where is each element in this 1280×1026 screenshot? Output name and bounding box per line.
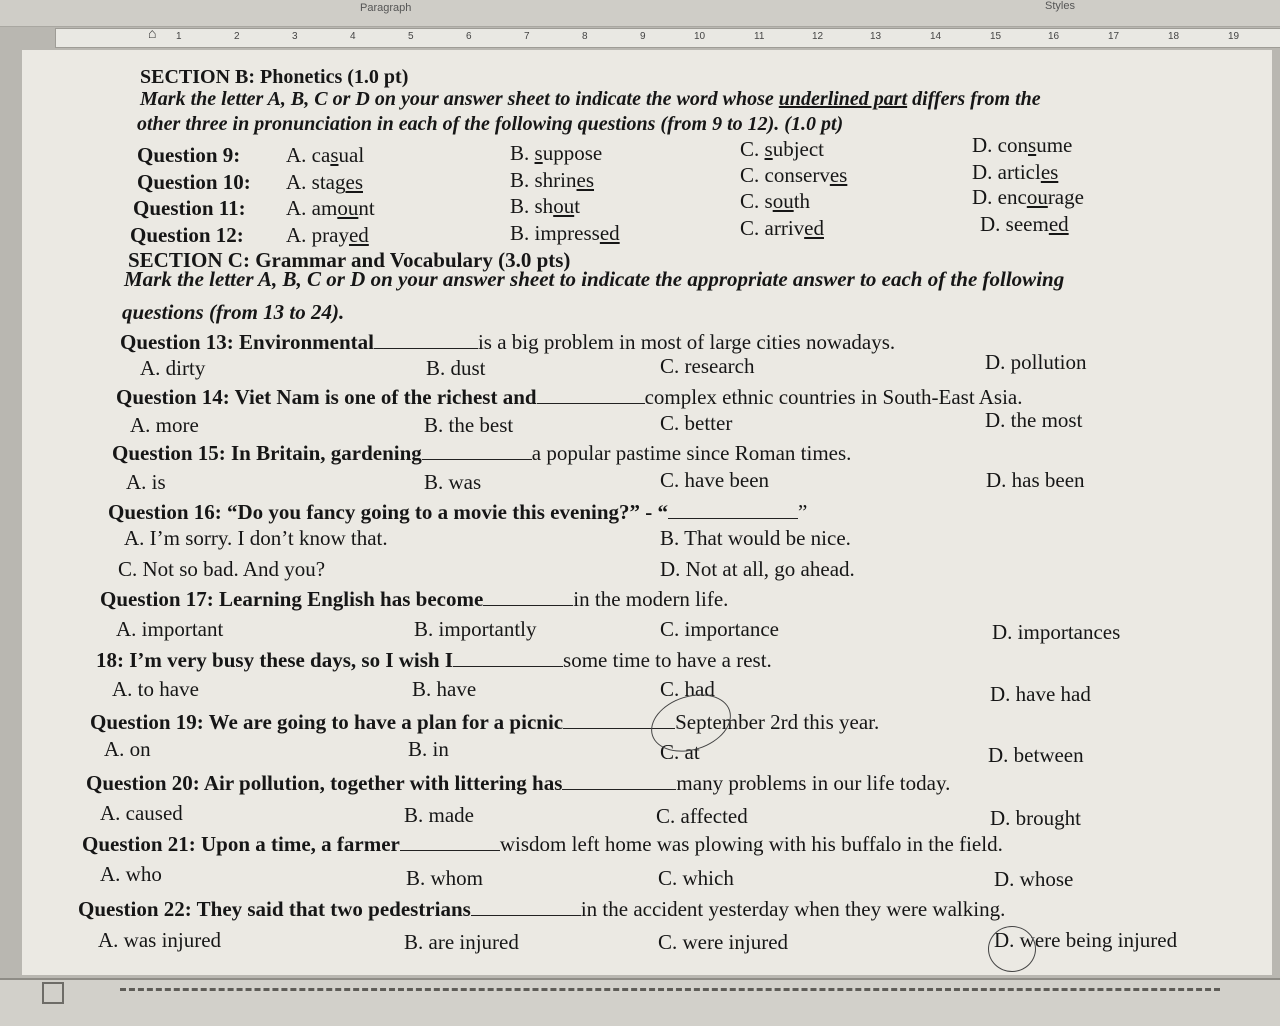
- question-label: Question 12:: [130, 223, 244, 247]
- instruction-text: Mark the letter A, B, C or D on your answer sheet to indicate the word whose: [140, 88, 779, 110]
- section-c-title: SECTION C: Grammar and Vocabulary (3.0 pts): [128, 248, 571, 272]
- ruler-tick: 7: [524, 31, 530, 42]
- option-b: B. That would be nice.: [660, 526, 851, 550]
- option-c: C. subject: [740, 137, 825, 161]
- option-c: C. better: [660, 411, 733, 435]
- option-d: D. articles: [972, 160, 1059, 184]
- question-18: 18: I’m very busy these days, so I wish I some time to have a rest.: [96, 648, 772, 672]
- option-d: D. were being injured: [994, 928, 1178, 952]
- ruler-tick: 1: [176, 31, 182, 42]
- question-label: Question 11:: [133, 196, 246, 220]
- styles-group-label: Styles: [1045, 0, 1075, 12]
- option-a: A. to have: [112, 677, 199, 701]
- horizontal-ruler[interactable]: [55, 25, 1280, 48]
- option-a: A. who: [100, 862, 162, 886]
- option-b: B. impressed: [510, 221, 620, 245]
- option-a: A. on: [104, 737, 151, 761]
- option-c: C. research: [660, 354, 755, 378]
- option-c: C. which: [658, 866, 734, 890]
- ruler-tick: 19: [1228, 31, 1240, 42]
- pencil-circle-mark: [988, 926, 1036, 972]
- option-d: D. Not at all, go ahead.: [660, 557, 855, 581]
- ruler-tick: 8: [582, 31, 588, 42]
- option-b: B. the best: [424, 413, 514, 437]
- corner-marker-icon: [42, 982, 64, 1004]
- option-b: B. dust: [426, 356, 486, 380]
- question-21: Question 21: Upon a time, a farmer wisdom left home was plowing with his buffalo in the field.: [82, 832, 1003, 856]
- question-22: Question 22: They said that two pedestrians in the accident yesterday when they were walking.: [78, 897, 1006, 921]
- question-15: Question 15: In Britain, gardening a popular pastime since Roman times.: [112, 441, 852, 465]
- option-d: D. consume: [972, 133, 1073, 157]
- question-20: Question 20: Air pollution, together with littering has many problems in our life today.: [86, 771, 951, 795]
- option-d: D. encourage: [972, 185, 1084, 209]
- question-17: Question 17: Learning English has become in the modern life.: [100, 587, 729, 611]
- ruler-tick: 4: [350, 31, 356, 42]
- option-c: C. had: [660, 677, 715, 701]
- ruler-tick: 17: [1108, 31, 1120, 42]
- toolbar-strip: [0, 0, 1280, 27]
- ruler-tick: 14: [930, 31, 942, 42]
- section-b-instruction-2: other three in pronunciation in each of the following questions (from 9 to 12). (1.0 pt): [137, 113, 844, 135]
- ruler-tick: 5: [408, 31, 414, 42]
- option-a: A. dirty: [140, 356, 206, 380]
- option-c: C. at: [660, 740, 700, 764]
- ruler-tick: 3: [292, 31, 298, 42]
- option-c: C. have been: [660, 468, 770, 492]
- option-c: C. importance: [660, 617, 779, 641]
- option-a: A. caused: [100, 801, 183, 825]
- question-14: Question 14: Viet Nam is one of the richest and complex ethnic countries in South-East Asia.: [116, 385, 1023, 409]
- question-19: Question 19: We are going to have a plan for a picnic September 2rd this year.: [90, 710, 880, 734]
- section-b-instruction: [140, 88, 1041, 111]
- ruler-dashes: [120, 988, 1220, 995]
- option-d: D. pollution: [985, 350, 1087, 374]
- option-a: A. amount: [286, 196, 375, 220]
- option-d: D. brought: [990, 806, 1081, 830]
- option-c: C. conserves: [740, 163, 848, 187]
- option-c: C. Not so bad. And you?: [118, 557, 326, 581]
- instruction-text: differs from the: [907, 88, 1041, 110]
- option-b: B. importantly: [414, 617, 537, 641]
- ruler-tick: 18: [1168, 31, 1180, 42]
- option-c: C. south: [740, 189, 811, 213]
- option-d: D. importances: [992, 620, 1121, 644]
- ruler-tick: 11: [754, 31, 765, 42]
- indent-marker-icon[interactable]: ⌂: [148, 25, 157, 41]
- option-c: C. affected: [656, 804, 748, 828]
- ruler-tick: 12: [812, 31, 824, 42]
- ruler-tick: 9: [640, 31, 646, 42]
- option-a: A. is: [126, 470, 166, 494]
- option-a: A. was injured: [98, 928, 222, 952]
- option-d: D. seemed: [980, 212, 1069, 236]
- option-d: D. the most: [985, 408, 1083, 432]
- option-d: D. between: [988, 743, 1084, 767]
- instruction-underlined: underlined part: [778, 88, 908, 110]
- option-a: A. prayed: [286, 223, 369, 247]
- option-c: C. were injured: [658, 930, 789, 954]
- option-b: B. whom: [406, 866, 484, 890]
- ruler-tick: 13: [870, 31, 882, 42]
- option-b: B. suppose: [510, 141, 603, 165]
- option-a: A. casual: [286, 143, 365, 167]
- option-b: B. shrines: [510, 168, 595, 192]
- option-d: D. has been: [986, 468, 1085, 492]
- section-c-instruction: Mark the letter A, B, C or D on your answer sheet to indicate the appropriate answer to each of the following: [124, 267, 1065, 291]
- section-c-instruction-2: questions (from 13 to 24).: [122, 300, 345, 324]
- ruler-tick: 6: [466, 31, 472, 42]
- option-d: D. have had: [990, 682, 1091, 706]
- question-label: Question 10:: [137, 170, 251, 194]
- question-16: Question 16: “Do you fancy going to a movie this evening?” - “ ”: [108, 500, 808, 524]
- option-d: D. whose: [994, 867, 1074, 891]
- option-a: A. important: [116, 617, 224, 641]
- ruler-tick: 16: [1048, 31, 1060, 42]
- option-b: B. was: [424, 470, 482, 494]
- option-b: B. in: [408, 737, 449, 761]
- section-b-title: SECTION B: Phonetics (1.0 pt): [140, 66, 409, 88]
- option-b: B. shout: [510, 194, 581, 218]
- option-a: A. stages: [286, 170, 363, 194]
- option-a: A. more: [130, 413, 199, 437]
- option-c: C. arrived: [740, 216, 824, 240]
- bottom-ruler: [0, 978, 1280, 1026]
- option-b: B. made: [404, 803, 474, 827]
- question-13: Question 13: Environmental is a big problem in most of large cities nowadays.: [120, 330, 896, 354]
- option-b: B. have: [412, 677, 477, 701]
- ruler-tick: 15: [990, 31, 1002, 42]
- ruler-tick: 10: [694, 31, 706, 42]
- ruler-tick: 2: [234, 31, 240, 42]
- option-a: A. I’m sorry. I don’t know that.: [124, 526, 388, 550]
- paragraph-group-label: Paragraph: [360, 2, 412, 14]
- option-b: B. are injured: [404, 930, 519, 954]
- question-label: Question 9:: [137, 143, 241, 167]
